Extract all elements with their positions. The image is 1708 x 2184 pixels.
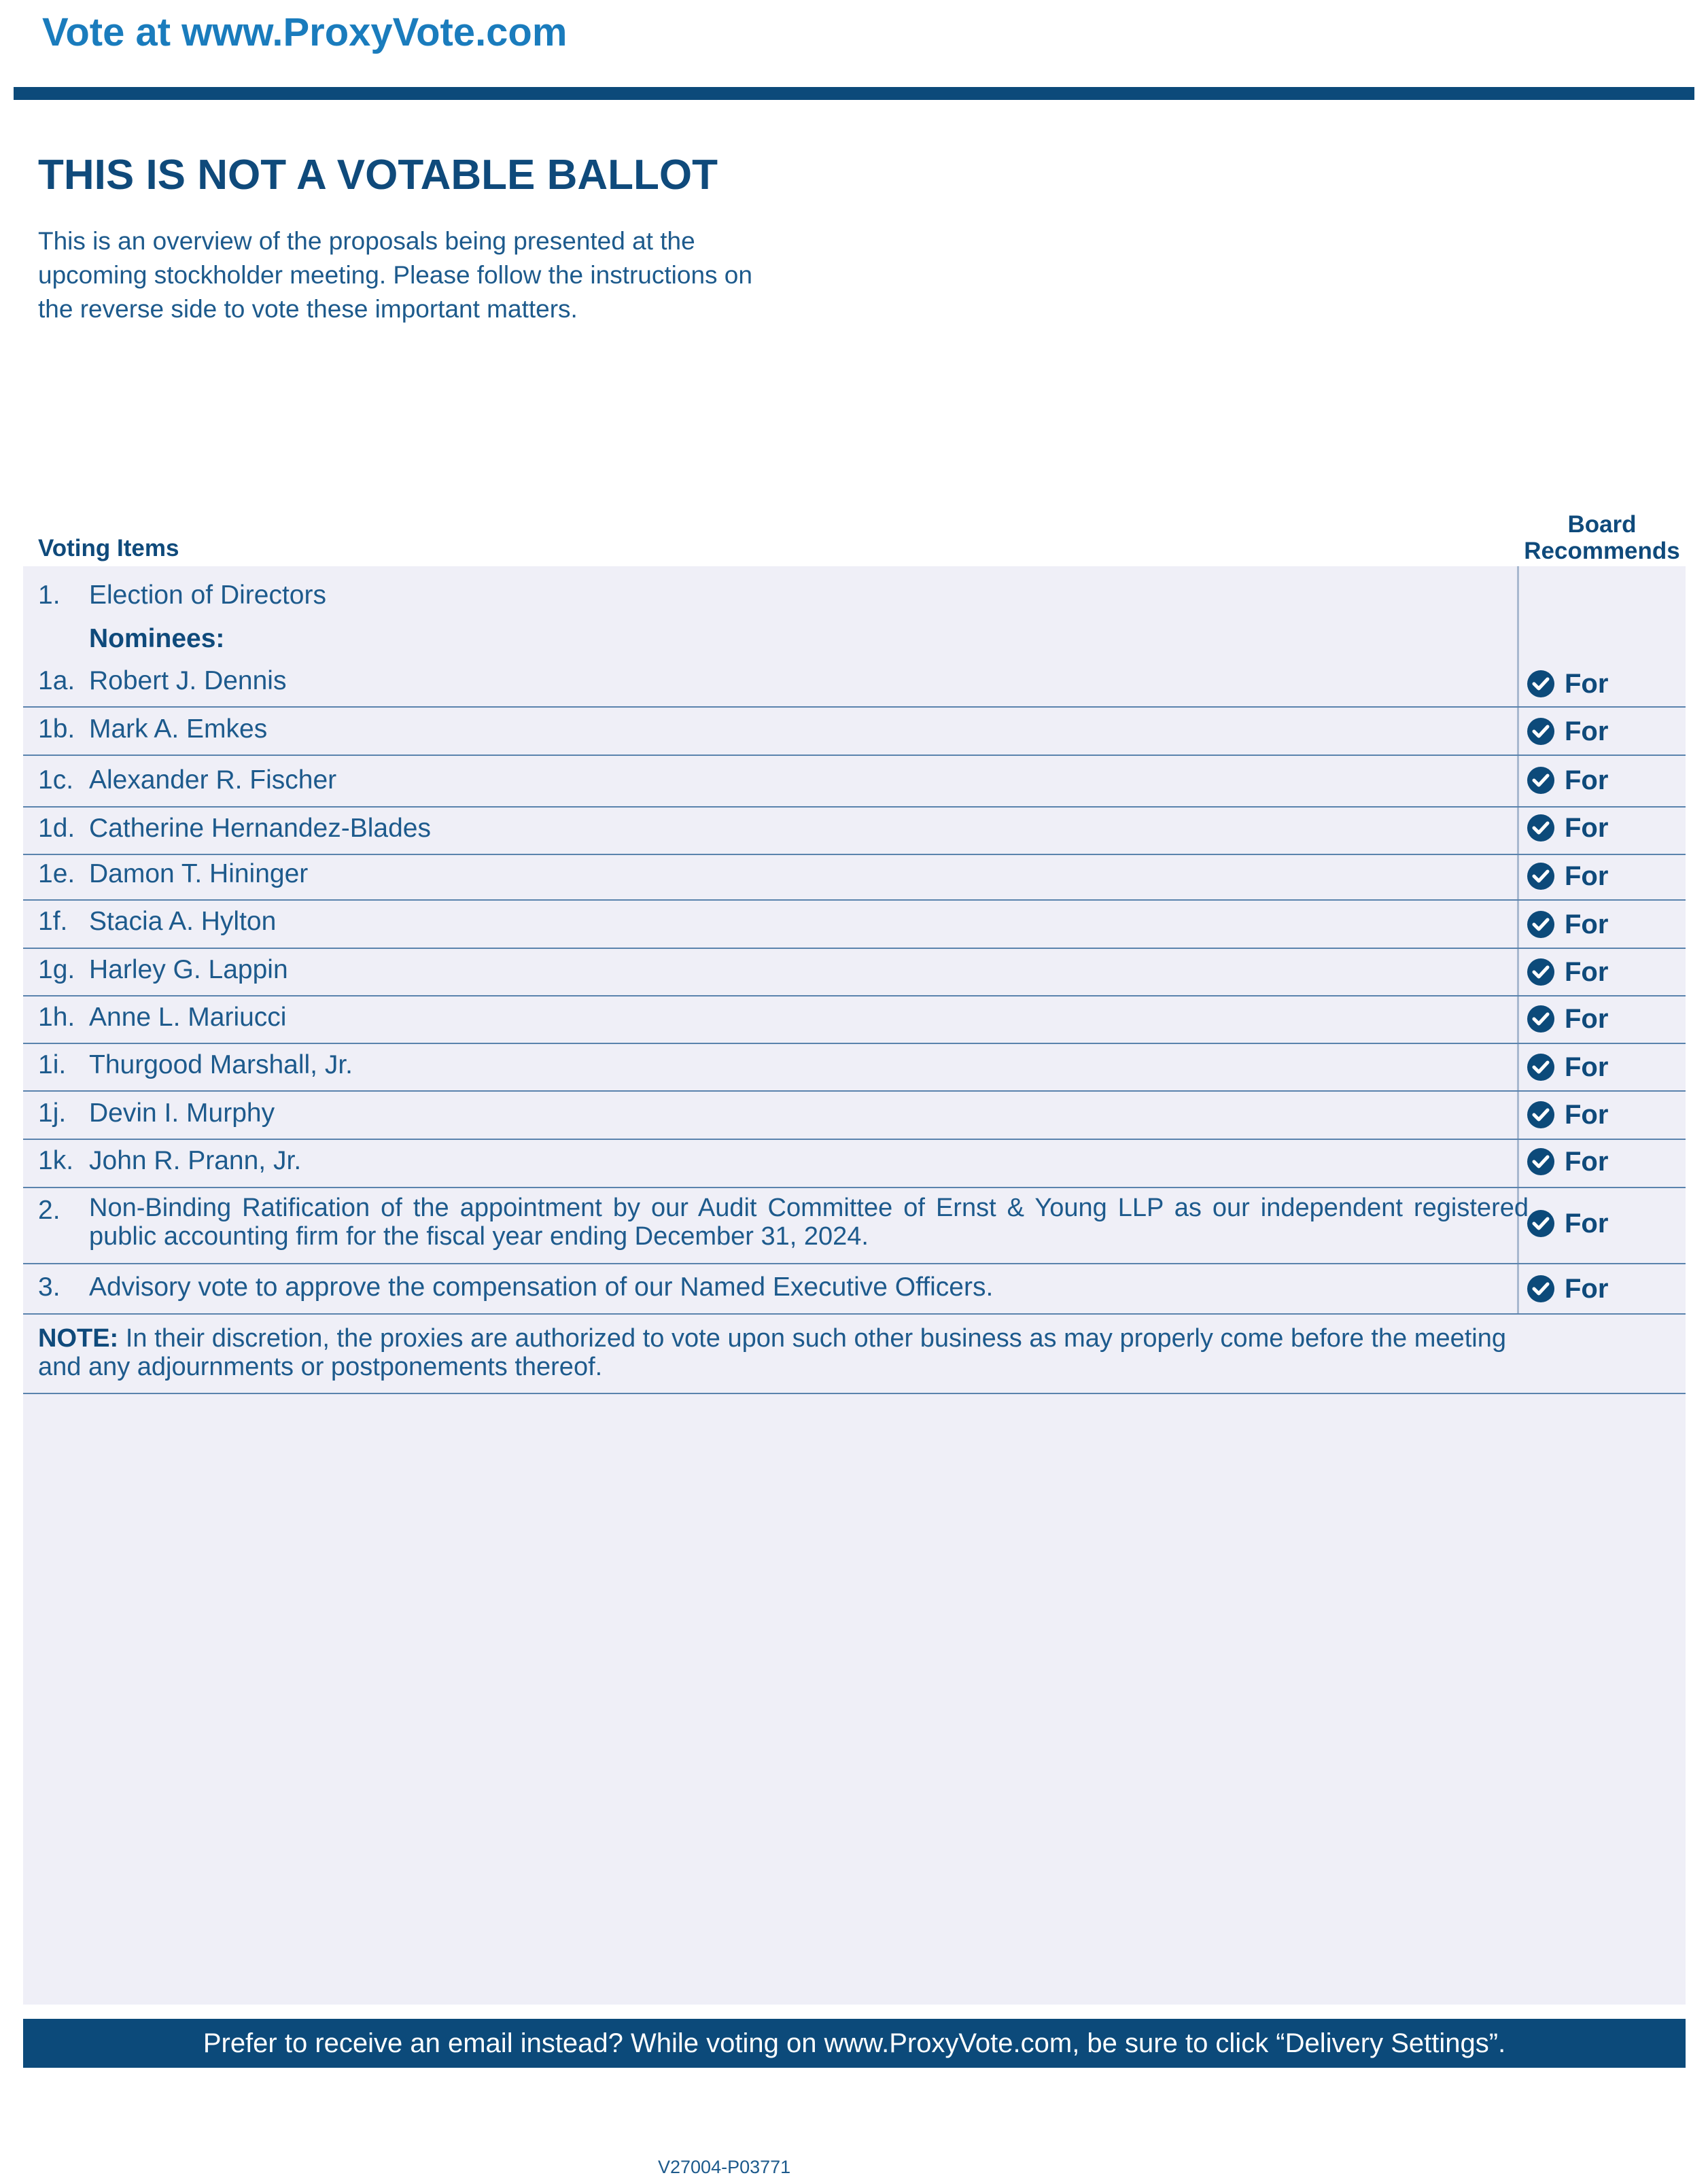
recommendation-label: For [1565, 861, 1609, 891]
nominee-name: John R. Prann, Jr. [89, 1146, 302, 1175]
check-circle-icon [1527, 862, 1555, 890]
recommendation-label: For [1565, 1100, 1609, 1130]
item-text: Non-Binding Ratification of the appointment by our Audit Committee of Ernst & Young LLP as our independent registered public accounting firm for the fiscal year ending December 31, 2024. [89, 1194, 1529, 1251]
row-divider [23, 1043, 1686, 1044]
row-divider [23, 706, 1686, 708]
nominee-name: Mark A. Emkes [89, 714, 268, 744]
row-divider [23, 1090, 1686, 1092]
recommendation-1i [1527, 1050, 1608, 1084]
recommendation-1f [1527, 907, 1608, 941]
intro-line: the reverse side to vote these important matters. [38, 295, 578, 323]
row-divider [23, 1313, 1686, 1315]
recommendation-1c [1527, 763, 1608, 797]
check-circle-icon [1527, 766, 1555, 795]
nominee-name: Thurgood Marshall, Jr. [89, 1050, 353, 1079]
nominee-name: Anne L. Mariucci [89, 1003, 287, 1032]
item-number: 2. [38, 1196, 60, 1225]
row-divider [23, 854, 1686, 855]
note-text: In their discretion, the proxies are authorized to vote upon such other business as may properly come before the meeting and any adjournments or postponements thereof. [38, 1324, 1506, 1381]
check-circle-icon [1527, 1275, 1555, 1303]
recommendation-1j [1527, 1098, 1608, 1132]
row-divider [23, 1187, 1686, 1188]
check-circle-icon [1527, 1147, 1555, 1176]
nominee-number: 1e. [38, 859, 75, 888]
recommendation-3 [1527, 1272, 1608, 1306]
check-circle-icon [1527, 717, 1555, 746]
nominee-number: 1a. [38, 666, 75, 695]
nominee-name: Stacia A. Hylton [89, 907, 277, 936]
document-code: V27004-P03771 [658, 2157, 791, 2177]
recommendation-label: For [1565, 716, 1609, 746]
recommendation-1g [1527, 955, 1608, 989]
recommendation-label: For [1565, 1274, 1609, 1304]
row-divider [23, 755, 1686, 756]
header-rule [14, 87, 1694, 100]
nominees-label: Nominees: [89, 624, 225, 653]
discretion-note [38, 1324, 1506, 1381]
check-circle-icon [1527, 1100, 1555, 1129]
nominee-name: Robert J. Dennis [89, 666, 287, 695]
row-divider [23, 806, 1686, 808]
recommendation-2 [1527, 1207, 1608, 1241]
recommendation-label: For [1565, 1052, 1609, 1082]
banner-text: Prefer to receive an email instead? While voting on www.ProxyVote.com, be sure to click “Delivery Settings”. [203, 2028, 1506, 2058]
delivery-settings-banner [23, 2019, 1686, 2068]
recommendation-label: For [1565, 909, 1609, 939]
row-divider [23, 948, 1686, 949]
board-recommends-line: Board [1567, 511, 1637, 538]
nominee-name: Catherine Hernandez-Blades [89, 814, 431, 843]
recommendation-label: For [1565, 1209, 1609, 1238]
nominee-number: 1i. [38, 1050, 67, 1079]
item-number: 1. [38, 580, 60, 610]
nominee-number: 1g. [38, 955, 75, 984]
recommendation-1a [1527, 667, 1608, 701]
check-circle-icon [1527, 910, 1555, 939]
recommendation-1b [1527, 714, 1608, 748]
board-recommends-header [1517, 511, 1687, 564]
intro-text [38, 224, 867, 326]
row-divider [23, 1393, 1686, 1394]
nominee-name: Harley G. Lappin [89, 955, 288, 984]
nominee-number: 1b. [38, 714, 75, 744]
check-circle-icon [1527, 1053, 1555, 1081]
recommendation-1d [1527, 811, 1608, 845]
note-label: NOTE: [38, 1324, 119, 1353]
recommendation-1e [1527, 859, 1608, 893]
proxyvote-header-link[interactable]: Vote at www.ProxyVote.com [42, 10, 568, 54]
nominee-name: Alexander R. Fischer [89, 765, 337, 795]
nominee-name: Damon T. Hininger [89, 859, 309, 888]
nominee-number: 1k. [38, 1146, 74, 1175]
check-circle-icon [1527, 1005, 1555, 1033]
item-text: Advisory vote to approve the compensation of our Named Executive Officers. [89, 1272, 994, 1302]
nominee-number: 1h. [38, 1003, 75, 1032]
recommendation-label: For [1565, 669, 1609, 699]
nominee-number: 1j. [38, 1098, 67, 1128]
recommendation-label: For [1565, 765, 1609, 795]
recommendation-1k [1527, 1145, 1608, 1179]
nominee-name: Devin I. Murphy [89, 1098, 275, 1128]
item-text: Election of Directors [89, 580, 326, 610]
check-circle-icon [1527, 958, 1555, 986]
nominee-number: 1d. [38, 814, 75, 843]
nominee-number: 1c. [38, 765, 74, 795]
row-divider [23, 1263, 1686, 1264]
intro-line: This is an overview of the proposals being presented at the [38, 227, 695, 255]
row-divider [23, 1139, 1686, 1140]
intro-line: upcoming stockholder meeting. Please follow the instructions on [38, 261, 752, 289]
recommendation-label: For [1565, 1004, 1609, 1034]
nominee-number: 1f. [38, 907, 68, 936]
voting-items-header: Voting Items [38, 535, 179, 561]
recommendation-label: For [1565, 813, 1609, 843]
recommendation-label: For [1565, 957, 1609, 987]
recommendation-label: For [1565, 1147, 1609, 1177]
item-number: 3. [38, 1272, 60, 1302]
row-divider [23, 899, 1686, 901]
check-circle-icon [1527, 1209, 1555, 1238]
check-circle-icon [1527, 670, 1555, 698]
recommendation-1h [1527, 1002, 1608, 1036]
row-divider [23, 995, 1686, 996]
page-title: THIS IS NOT A VOTABLE BALLOT [38, 152, 718, 198]
check-circle-icon [1527, 814, 1555, 842]
board-recommends-line: Recommends [1524, 538, 1680, 564]
